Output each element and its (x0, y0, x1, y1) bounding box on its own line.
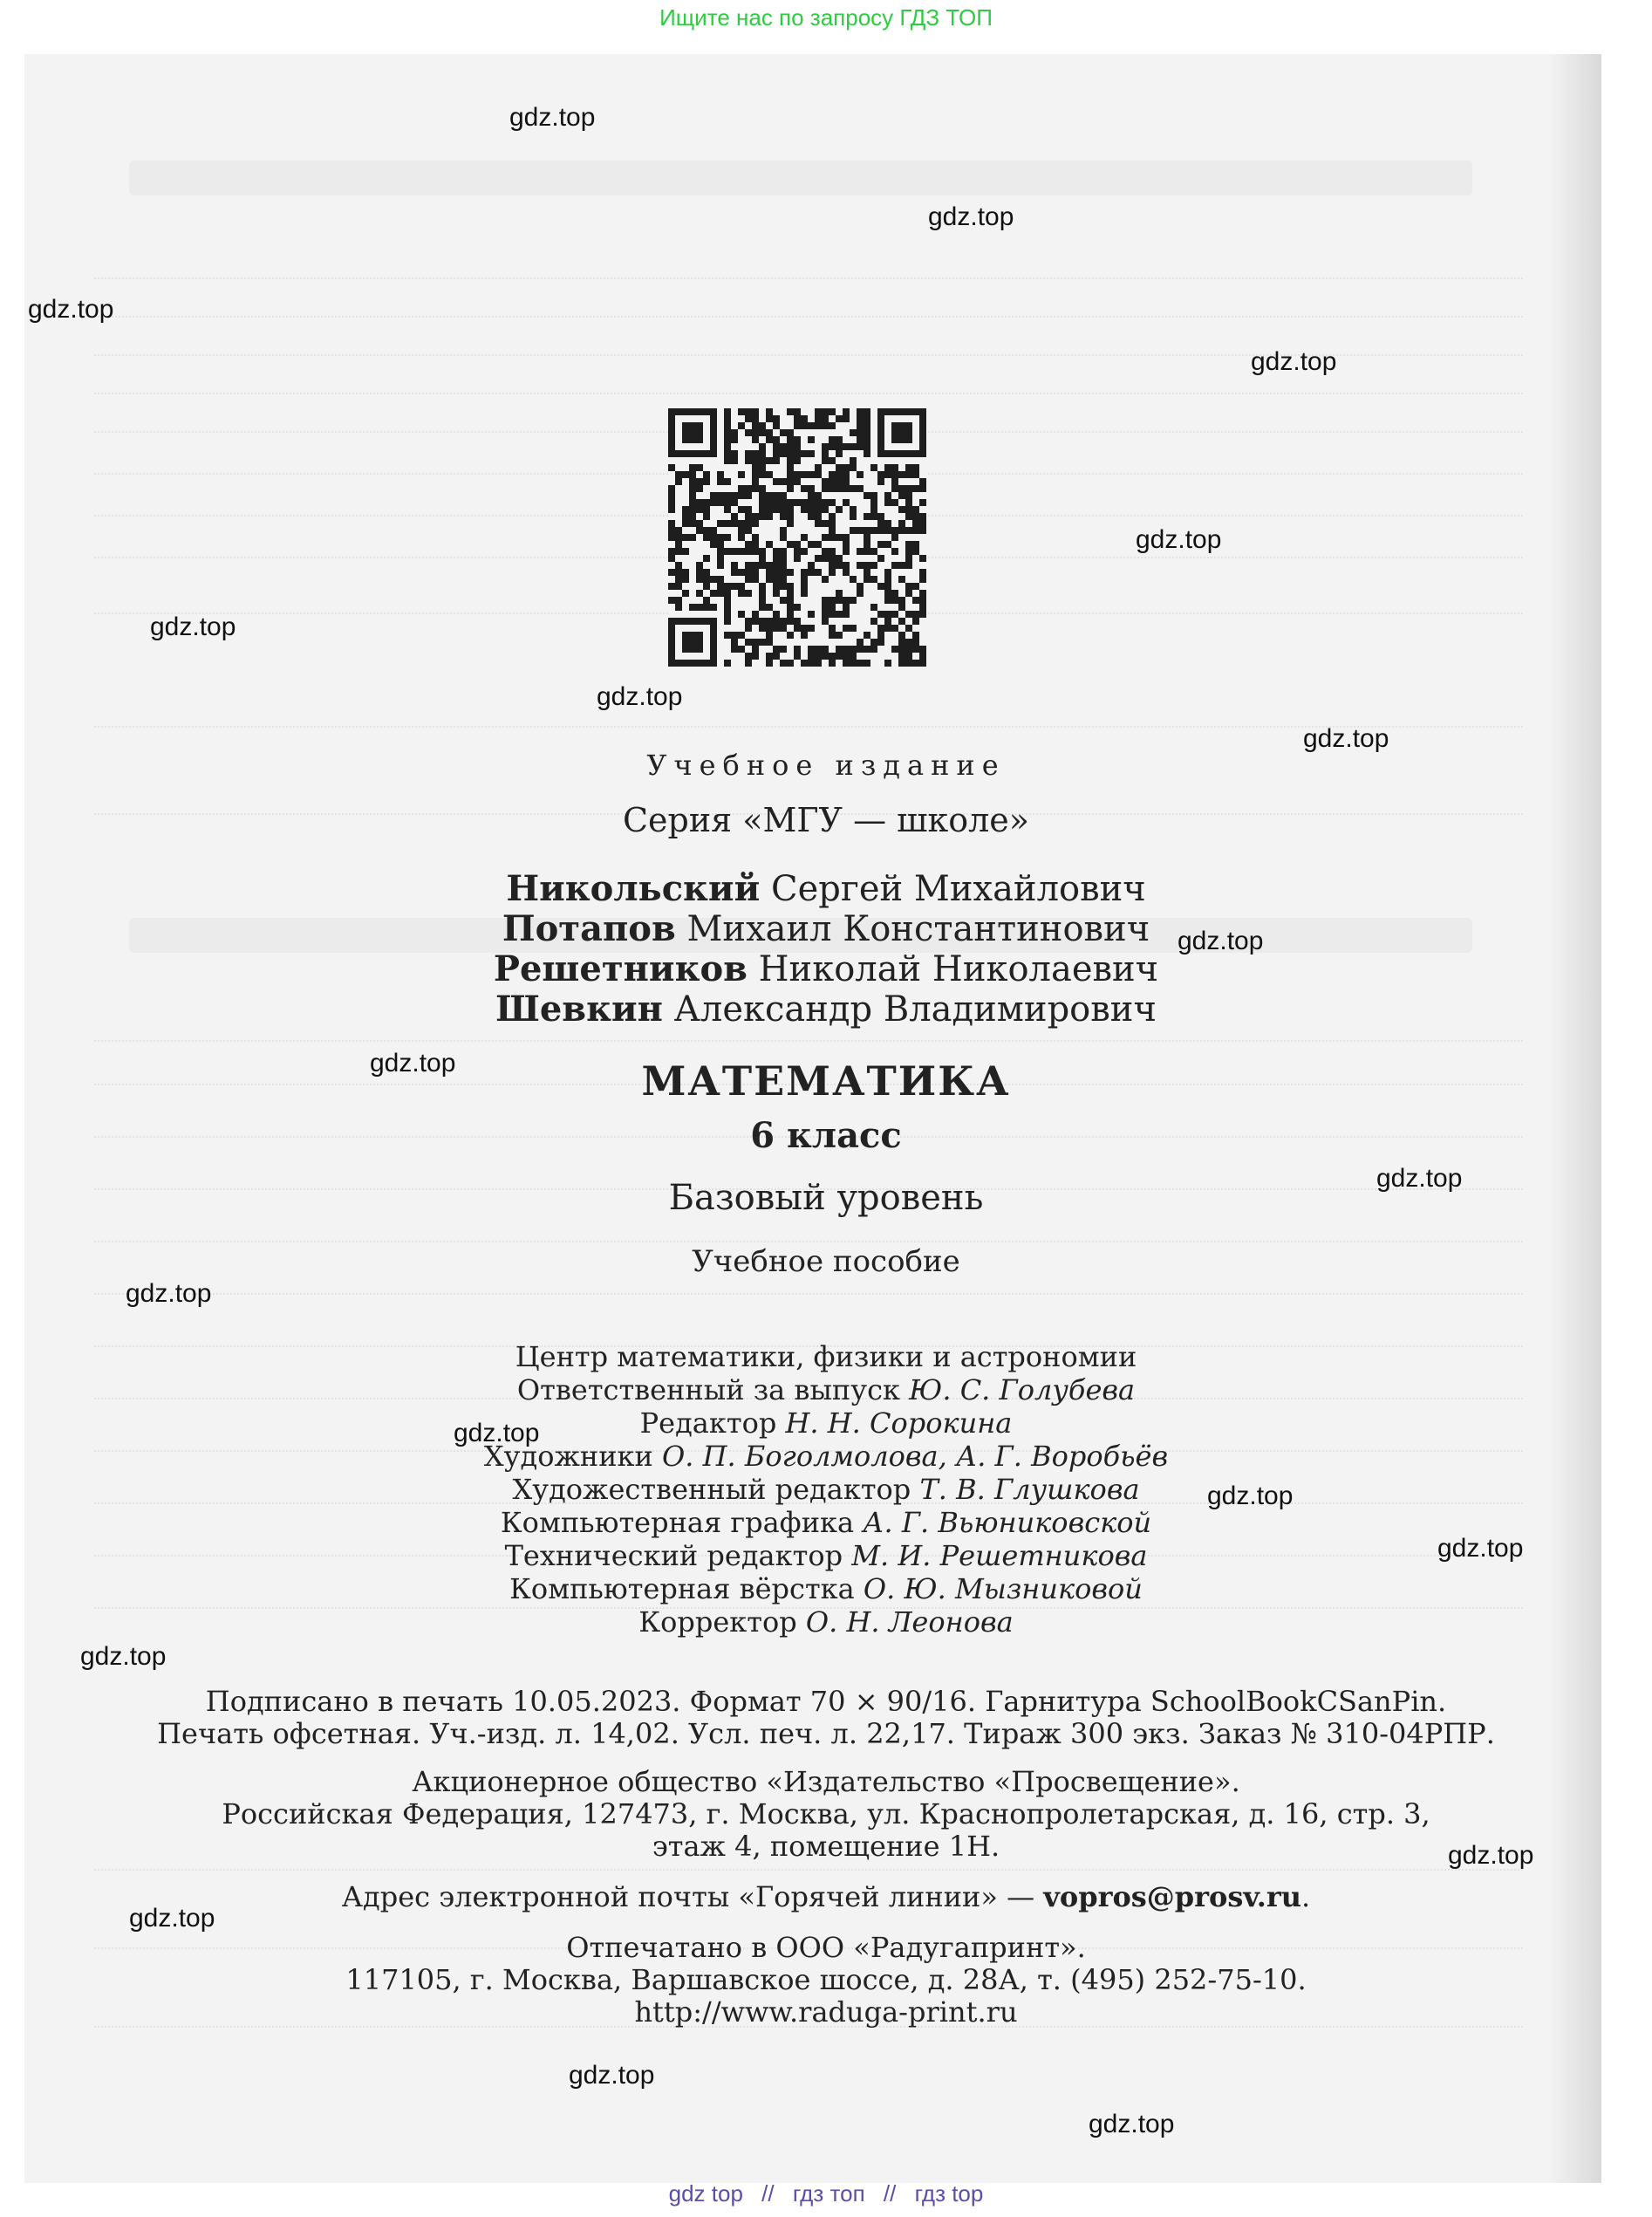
credit-role: Компьютерная графика (500, 1506, 855, 1539)
qr-finder-bottom-left (668, 618, 717, 667)
watermark: gdz.top (1136, 525, 1222, 554)
credit-role: Редактор (639, 1406, 777, 1440)
watermark: gdz.top (1251, 347, 1337, 376)
watermark: gdz.top (597, 682, 683, 711)
credit-person: Н. Н. Сорокина (785, 1406, 1013, 1440)
printer-address: 117105, г. Москва, Варшавское шоссе, д. 28А, т. (495) 252-75-10. (345, 1963, 1307, 1996)
credit-person: Ю. С. Голубева (909, 1373, 1136, 1406)
credit-role: Ответственный за выпуск (516, 1373, 900, 1406)
book-level: Базовый уровень (668, 1178, 984, 1218)
author-name: Александр Владимирович (673, 989, 1157, 1030)
credit-line (0, 1373, 1652, 1406)
credit-role: Центр математики, физики и астрономии (515, 1340, 1137, 1373)
footer-link[interactable]: гдз топ (792, 2180, 865, 2207)
credit-line (0, 1506, 1652, 1539)
hotline-label: Адрес электронной почты «Горячей линии» — (341, 1880, 1035, 1913)
watermark: gdz.top (150, 612, 236, 641)
author-line (0, 949, 1652, 989)
qr-finder-top-left (668, 408, 717, 457)
footer-link[interactable]: гдз top (914, 2180, 984, 2207)
footer-link[interactable]: gdz top (668, 2180, 743, 2207)
credit-person: О. П. Боголмолова, А. Г. Воробьёв (662, 1440, 1169, 1473)
authors-list (0, 869, 1652, 1030)
imprint-print: Печать офсетная. Уч.-изд. л. 14,02. Усл. печ. л. 22,17. Тираж 300 экз. Заказ № 310-04РПР. (157, 1717, 1495, 1750)
watermark: gdz.top (454, 1419, 540, 1447)
watermark: gdz.top (569, 2061, 655, 2090)
author-line (0, 989, 1652, 1030)
credit-role: Художественный редактор (512, 1473, 911, 1506)
printer-url-link[interactable]: http://www.raduga-print.ru (634, 1995, 1018, 2029)
book-grade: 6 класс (750, 1115, 902, 1156)
author-surname: Шевкин (495, 989, 663, 1030)
bleed-through-line (94, 316, 1523, 318)
credit-role: Корректор (638, 1605, 797, 1639)
bleed-through-line (94, 393, 1523, 394)
credit-person: О. Н. Леонова (805, 1605, 1014, 1639)
hotline-end: . (1301, 1880, 1311, 1913)
credit-role: Технический редактор (504, 1539, 843, 1572)
watermark: gdz.top (126, 1279, 212, 1308)
credit-line (0, 1473, 1652, 1506)
bleed-through-line (94, 1869, 1523, 1871)
watermark: gdz.top (1448, 1841, 1534, 1870)
qr-finder-top-right (877, 408, 926, 457)
hotline-email-link[interactable]: vopros@prosv.ru (1043, 1880, 1302, 1913)
author-surname: Потапов (502, 908, 676, 949)
credit-line (0, 1340, 1652, 1373)
watermark: gdz.top (1303, 724, 1389, 753)
credit-line (0, 1440, 1652, 1473)
publisher-name: Акционерное общество «Издательство «Просвещение». (412, 1765, 1240, 1798)
credit-person: М. И. Решетникова (851, 1539, 1148, 1572)
imprint-signed: Подписано в печать 10.05.2023. Формат 70 × 90/16. Гарнитура SchoolBookCSanPin. (205, 1685, 1447, 1718)
qr-code[interactable] (668, 408, 926, 667)
watermark: gdz.top (1207, 1481, 1294, 1510)
bleed-through-heading (129, 161, 1472, 195)
book-kind: Учебное пособие (692, 1244, 960, 1279)
hotline-line (0, 1881, 1652, 1913)
printer-info (0, 1932, 1652, 2029)
credit-person: А. Г. Вьюниковской (863, 1506, 1152, 1539)
author-name: Сергей Михайлович (771, 869, 1146, 909)
watermark: gdz.top (80, 1642, 167, 1671)
credits-list (0, 1340, 1652, 1639)
watermark: gdz.top (1178, 927, 1264, 955)
imprint-print-info (0, 1686, 1652, 1750)
author-name: Николай Николаевич (758, 949, 1159, 989)
top-banner[interactable] (0, 0, 1652, 35)
credit-line (0, 1539, 1652, 1572)
credit-role: Художники (483, 1440, 653, 1473)
watermark: gdz.top (370, 1049, 456, 1078)
credit-role: Компьютерная вёрстка (509, 1572, 855, 1605)
footer-links (0, 2176, 1652, 2211)
credit-line (0, 1605, 1652, 1639)
bleed-through-line (94, 1241, 1523, 1242)
credit-person: О. Ю. Мызниковой (863, 1572, 1143, 1605)
printer-name: Отпечатано в ООО «Радугапринт». (566, 1931, 1086, 1964)
watermark: gdz.top (129, 1904, 215, 1933)
footer-separator: // (761, 2180, 775, 2207)
publisher-address-2: этаж 4, помещение 1Н. (652, 1830, 1000, 1863)
watermark: gdz.top (1376, 1164, 1463, 1193)
watermark: gdz.top (509, 103, 596, 132)
series-title: Серия «МГУ — школе» (622, 801, 1030, 839)
author-name: Михаил Константинович (686, 909, 1150, 949)
edition-type: Учебное издание (646, 749, 1006, 782)
author-line (0, 869, 1652, 909)
credit-line (0, 1406, 1652, 1440)
banner-text[interactable]: Ищите нас по запросу ГДЗ ТОП (659, 4, 993, 31)
imprint-publisher (0, 1766, 1652, 1863)
publisher-address: Российская Федерация, 127473, г. Москва, ул. Краснопролетарская, д. 16, стр. 3, (222, 1797, 1430, 1830)
credit-line (0, 1572, 1652, 1605)
bleed-through-line (94, 1040, 1523, 1042)
credit-person: Т. В. Глушкова (919, 1473, 1140, 1506)
watermark: gdz.top (1089, 2110, 1175, 2138)
footer-separator: // (883, 2180, 897, 2207)
bleed-through-line (94, 277, 1523, 279)
author-surname: Решетников (493, 948, 747, 989)
book-title: МАТЕМАТИКА (641, 1057, 1011, 1105)
watermark: gdz.top (1437, 1534, 1524, 1563)
watermark: gdz.top (28, 295, 114, 324)
author-surname: Никольский (506, 868, 761, 909)
bleed-through-line (94, 1293, 1523, 1295)
author-line (0, 909, 1652, 949)
watermark: gdz.top (928, 202, 1014, 231)
